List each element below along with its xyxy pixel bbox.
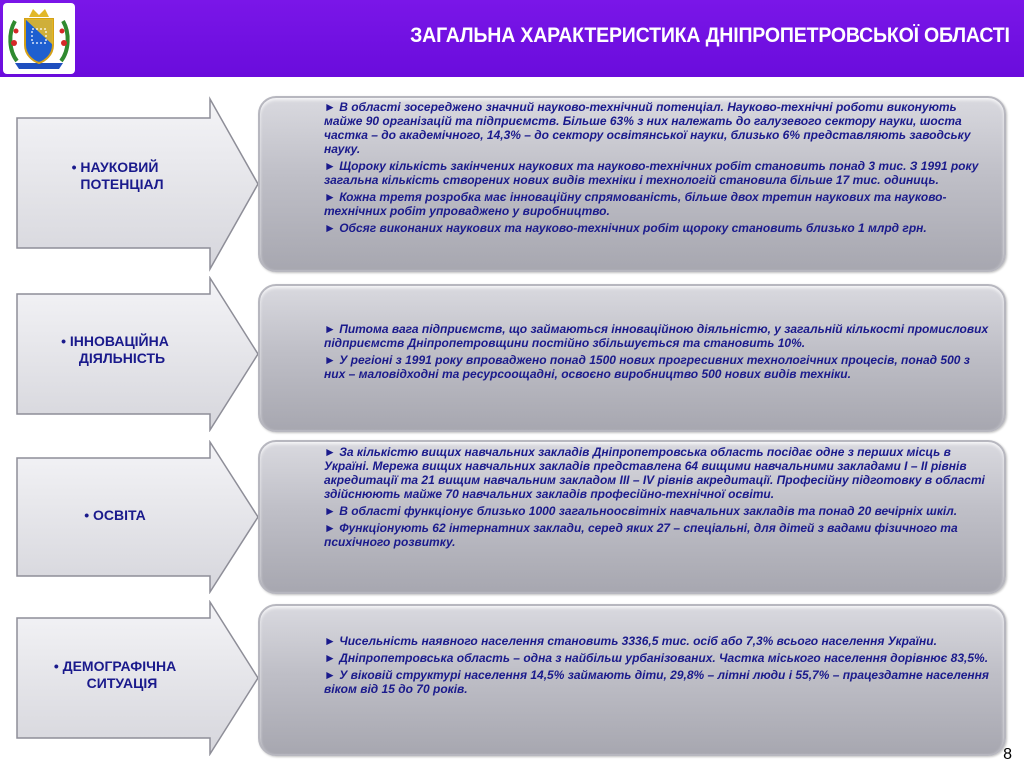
section-content-box [258,440,1006,594]
page-number: 8 [1003,746,1012,763]
header-bar [0,0,1024,77]
paragraph: ► Функціонують 62 інтернатних заклади, серед яких 27 – спеціальні, для дітей з вадами фізичного та психічного розвитку. [324,521,958,549]
paragraph: ► В області функціонує близько 1000 загальноосвітніх навчальних закладів та понад 20 вечірніх шкіл. [324,504,958,518]
section-label: • ДЕМОГРАФІЧНА СИТУАЦІЯ [53,658,177,691]
section-label: • НАУКОВИЙ ПОТЕНЦІАЛ [71,159,164,192]
section-content-box [258,284,1006,432]
paragraph: ► Кожна третя розробка має інноваційну спрямованість, більше двох третин наукових та науково-технічних робіт упроваджено у виробництво. [324,190,947,218]
paragraph: ► У віковій структурі населення 14,5% займають діти, 29,8% – літні люди і 55,7% – працездатне населення віком від 15 до 70 років. [324,668,989,696]
paragraph: ► Щороку кількість закінчених наукових та науково-технічних робіт становить понад 3 тис. З 1991 року загальна кількість створених нових видів техніки і технологій становила більше 17 тис. одиниць. [324,159,979,187]
paragraph: ► За кількістю вищих навчальних закладів Дніпропетровська область посідає одне з перших місць в Україні. Мережа вищих навчальних закладів представлена 64 вищими навчальними закладами І – ІІ рівнів акредитації та 21 вищим навчальним закладом ІІІ – IV рівнів акредитації. Професійну підготовку в області здійснюють майже 70 навчальних закладів професійно-технічної освіти. [324,445,985,501]
section-scientific-potential [0,96,1024,272]
paragraph: ► Обсяг виконаних наукових та науково-технічних робіт щороку становить близько 1 млрд грн. [324,221,927,235]
section-text [324,634,994,699]
section-demographic-situation [0,600,1024,756]
section-text [324,322,994,384]
page-title: ЗАГАЛЬНА ХАРАКТЕРИСТИКА ДНІПРОПЕТРОВСЬКОЇ ОБЛАСТІ [410,24,1010,47]
paragraph: ► Дніпропетровська область – одна з найбільш урбанізованих. Частка міського населення дорівнює 83,5%. [324,651,989,665]
paragraph: ► Питома вага підприємств, що займаються інноваційною діяльністю, у загальній кількості промислових підприємств Дніпропетровщини постійно збільшується та становить 10%. [324,322,989,350]
section-content-box [258,96,1006,272]
section-education [0,440,1024,594]
section-content-box [258,604,1006,756]
section-label: • ІННОВАЦІЙНА ДІЯЛЬНІСТЬ [61,333,169,366]
paragraph: ► Чисельність наявного населення становить 3336,5 тис. осіб або 7,3% всього населення України. [324,634,937,648]
section-innovation-activity [0,276,1024,432]
section-label: • ОСВІТА [84,507,146,523]
section-text [324,100,994,238]
section-text [324,445,994,552]
paragraph: ► В області зосереджено значний науково-технічний потенціал. Науково-технічні роботи виконують майже 90 організацій та підприємств. Більше 63% з них належать до галузевого сектору науки, шоста частка – до академічного, 14,3% – до сектору освітянської науки, близько 6% представляють заводську науку. [324,100,971,156]
coat-of-arms-icon [3,3,75,74]
paragraph: ► У регіоні з 1991 року впроваджено понад 1500 нових прогресивних технологічних процесів, понад 500 з них – маловідходні та ресурсоощадні, освоєно виробництво 500 нових видів техніки. [324,353,970,381]
